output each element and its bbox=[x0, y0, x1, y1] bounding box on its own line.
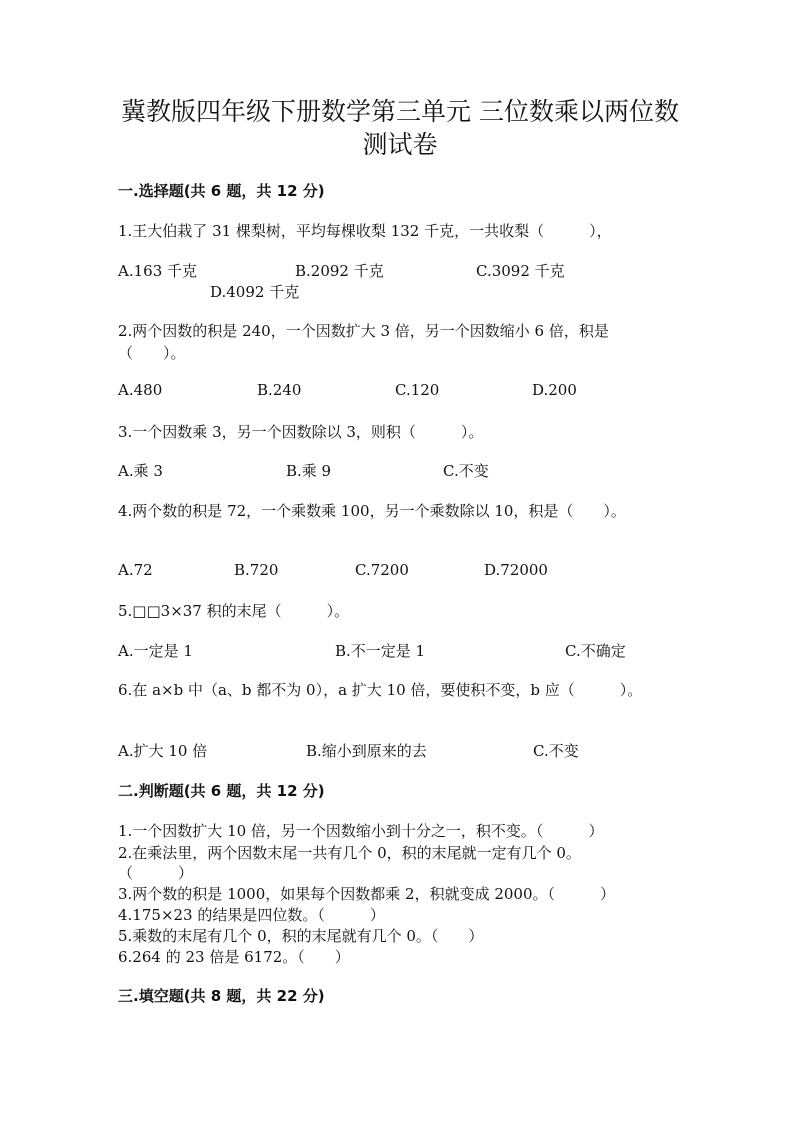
q2-option-c: C.120 bbox=[395, 381, 440, 399]
q5-option-a: A.一定是 1 bbox=[118, 642, 193, 660]
q2-option-a: A.480 bbox=[118, 381, 163, 399]
judge-item-1: 1.一个因数扩大 10 倍，另一个因数缩小到十分之一，积不变。（ ） bbox=[118, 822, 604, 840]
question-5: 5.□□3×37 积的末尾（ ）。 bbox=[118, 602, 350, 620]
judge-item-2-cont: （ ） bbox=[118, 864, 194, 882]
q6-option-c: C.不变 bbox=[533, 742, 579, 760]
q1-option-c: C.3092 千克 bbox=[476, 262, 565, 280]
q2-option-b: B.240 bbox=[257, 381, 302, 399]
q1-option-b: B.2092 千克 bbox=[295, 262, 384, 280]
question-3: 3.一个因数乘 3，另一个因数除以 3，则积（ ）。 bbox=[118, 423, 484, 441]
section-heading-choice: 一.选择题(共 6 题，共 12 分) bbox=[118, 182, 325, 200]
q1-option-a: A.163 千克 bbox=[118, 262, 197, 280]
page-title-line2: 测试卷 bbox=[362, 130, 438, 159]
q5-option-c: C.不确定 bbox=[565, 642, 626, 660]
judge-item-5: 5.乘数的末尾有几个 0，积的末尾就有几个 0。（ ） bbox=[118, 927, 484, 945]
q2-option-d: D.200 bbox=[532, 381, 577, 399]
judge-item-3: 3.两个数的积是 1000，如果每个因数都乘 2，积就变成 2000。（ ） bbox=[118, 885, 616, 903]
q3-option-b: B.乘 9 bbox=[286, 462, 332, 480]
q3-option-a: A.乘 3 bbox=[118, 462, 163, 480]
q6-option-a: A.扩大 10 倍 bbox=[118, 742, 208, 760]
q3-option-c: C.不变 bbox=[443, 462, 489, 480]
judge-item-2: 2.在乘法里，两个因数末尾一共有几个 0，积的末尾就一定有几个 0。 bbox=[118, 844, 581, 862]
page-title: 冀教版四年级下册数学第三单元 三位数乘以两位数 bbox=[121, 97, 679, 126]
question-2: 2.两个因数的积是 240，一个因数扩大 3 倍，另一个因数缩小 6 倍，积是 bbox=[118, 322, 609, 340]
question-6: 6.在 a×b 中（a、b 都不为 0），a 扩大 10 倍，要使积不变，b 应（ ）。 bbox=[118, 681, 643, 699]
judge-item-6: 6.264 的 23 倍是 6172。（ ） bbox=[118, 948, 350, 966]
q4-option-d: D.72000 bbox=[484, 561, 548, 579]
q4-option-c: C.7200 bbox=[355, 561, 409, 579]
question-2-cont: （ ）。 bbox=[118, 344, 186, 362]
q6-option-b: B.缩小到原来的去 bbox=[306, 742, 427, 760]
q1-option-d: D.4092 千克 bbox=[210, 283, 300, 301]
section-heading-judge: 二.判断题(共 6 题，共 12 分) bbox=[118, 782, 325, 800]
q4-option-a: A.72 bbox=[118, 561, 153, 579]
section-heading-fill: 三.填空题(共 8 题，共 22 分) bbox=[118, 987, 325, 1005]
question-4: 4.两个数的积是 72，一个乘数乘 100，另一个乘数除以 10，积是（ ）。 bbox=[118, 502, 626, 520]
q4-option-b: B.720 bbox=[234, 561, 279, 579]
judge-item-4: 4.175×23 的结果是四位数。（ ） bbox=[118, 906, 385, 924]
question-1: 1.王大伯栽了 31 棵梨树，平均每棵收梨 132 千克，一共收梨（ ）， bbox=[118, 222, 612, 240]
q5-option-b: B.不一定是 1 bbox=[335, 642, 426, 660]
